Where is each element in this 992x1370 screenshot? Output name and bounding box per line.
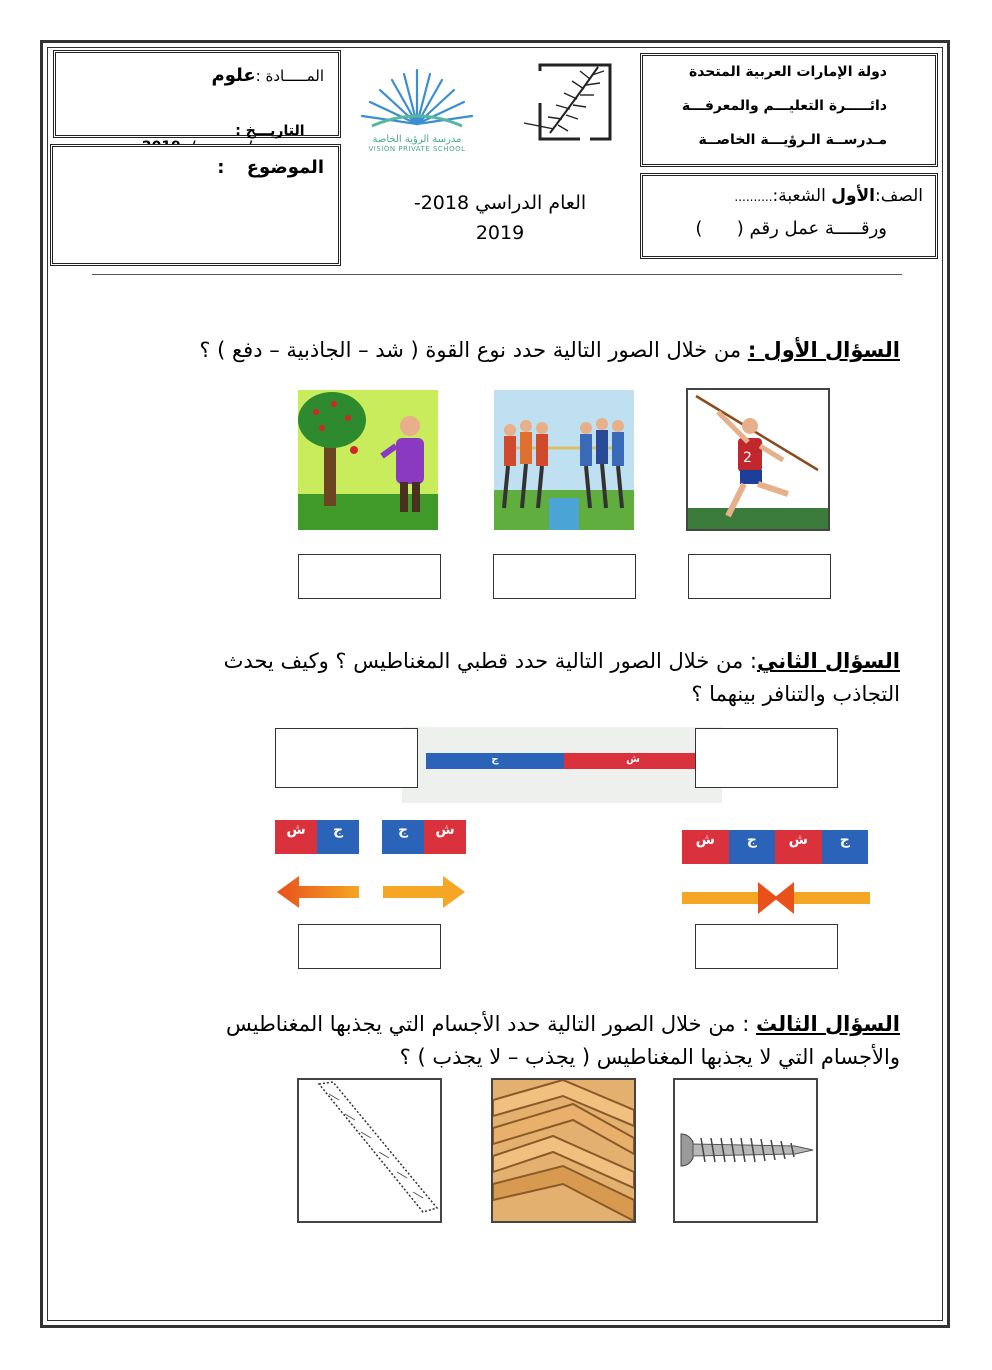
q1-answer-box-1[interactable] — [688, 554, 831, 599]
academic-year — [380, 188, 620, 248]
subject-box — [53, 50, 341, 138]
academic-year-line-1: العام الدراسي 2018- — [413, 192, 587, 214]
left-pair-magnet-2-pole-2: ش — [424, 820, 466, 854]
q2-bar-right-answer[interactable] — [695, 728, 838, 788]
question-1-heading: السؤال الأول : — [747, 338, 900, 362]
q2-right-pair-answer[interactable] — [695, 924, 838, 969]
topic-box — [50, 144, 341, 266]
date-label: التاريـــخ : — [235, 123, 305, 139]
screw-icon — [675, 1080, 816, 1221]
question-3-text-line-1: : من خلال الصور التالية حدد الأجسام التي يجذبها المغناطيس — [225, 1012, 756, 1036]
paper-strip-image — [297, 1078, 442, 1223]
subject-row — [212, 65, 324, 86]
question-1-text: من خلال الصور التالية حدد نوع القوة ( شد – الجاذبية – دفع ) ؟ — [199, 338, 748, 362]
right-pair-pole-1: ش — [682, 830, 729, 864]
header-divider — [92, 274, 902, 275]
question-3-heading: السؤال الثالث — [755, 1012, 900, 1036]
topic-label: الموضوع — [246, 157, 324, 178]
wood-planks-image — [491, 1078, 636, 1223]
logo-text-arabic: مدرسة الرؤية الخاصة — [372, 134, 462, 145]
authority-line-2: دائـــــرة التعليـــم والمعرفـــة — [681, 98, 887, 114]
paper-strip-icon — [299, 1080, 440, 1221]
question-2-text-line-2: التجاذب والتنافر بينهما ؟ — [691, 682, 900, 706]
screw-image — [673, 1078, 818, 1223]
sunburst-logo-icon — [352, 66, 482, 132]
attraction-arrows-icon — [682, 880, 870, 916]
left-pair-magnet-1-pole-2: ج — [317, 820, 359, 854]
authority-line-1: دولة الإمارات العربية المتحدة — [688, 64, 887, 80]
right-pair-magnets — [682, 830, 868, 864]
authority-box — [640, 53, 938, 167]
worksheet-number: ورقـــــة عمل رقم ( ) — [695, 218, 887, 239]
right-pair-pole-4: ج — [822, 830, 869, 864]
question-3-text-line-2: والأجسام التي لا يجذبها المغناطيس ( يجذب – لا يجذب ) ؟ — [399, 1045, 900, 1069]
right-pair-pole-2: ج — [729, 830, 776, 864]
bar-magnet-north: ش — [564, 753, 702, 769]
authority-line-3: مـدرســة الـرؤيـــة الخاصــة — [698, 132, 887, 148]
left-pair-magnet-2-pole-1: ج — [382, 820, 424, 854]
bar-magnet — [426, 753, 702, 769]
right-pair-pole-3: ش — [775, 830, 822, 864]
question-2-heading: السؤال الثاني — [756, 649, 900, 673]
class-info-box — [640, 173, 938, 259]
subject-value: علوم — [211, 65, 256, 86]
q2-left-pair-answer[interactable] — [298, 924, 441, 969]
bar-magnet-image — [402, 727, 722, 803]
section-label: الشعبة: — [772, 186, 826, 206]
left-pair-magnet-1 — [275, 820, 359, 854]
topic-row — [217, 157, 324, 178]
javelin-thrower-icon — [688, 390, 828, 529]
svg-text:2: 2 — [743, 450, 752, 466]
topic-colon: : — [217, 157, 225, 178]
palm-branch-icon — [520, 63, 614, 141]
bar-magnet-south: ج — [426, 753, 564, 769]
question-2-text-line-1: : من خلال الصور التالية حدد قطبي المغناطيس ؟ وكيف يحدث — [223, 649, 757, 673]
vision-school-logo — [352, 66, 482, 158]
wood-planks-icon — [493, 1080, 634, 1221]
academic-year-line-2: 2019 — [475, 222, 525, 244]
palm-emblem — [520, 63, 614, 141]
question-1 — [120, 334, 900, 367]
q1-answer-box-3[interactable] — [298, 554, 441, 599]
left-pair-magnet-1-pole-1: ش — [275, 820, 317, 854]
question-2 — [120, 645, 900, 711]
repulsion-arrows-icon — [275, 872, 467, 912]
apple-tree-icon — [298, 390, 438, 530]
logo-text-english: VISION PRIVATE SCHOOL — [368, 145, 466, 153]
left-pair-magnet-2 — [382, 820, 466, 854]
question-3 — [120, 1008, 900, 1074]
grade-row — [734, 186, 923, 206]
grade-value: الأول — [831, 186, 876, 206]
q1-answer-box-2[interactable] — [493, 554, 636, 599]
tug-of-war-icon — [494, 390, 634, 530]
javelin-thrower-image — [686, 388, 830, 531]
grade-label: الصف: — [875, 186, 923, 206]
apple-tree-image — [298, 390, 438, 530]
section-value: .......... — [734, 190, 773, 204]
tug-of-war-image — [494, 390, 634, 530]
subject-label: المـــــادة : — [255, 67, 324, 85]
q2-bar-left-answer[interactable] — [275, 728, 418, 788]
